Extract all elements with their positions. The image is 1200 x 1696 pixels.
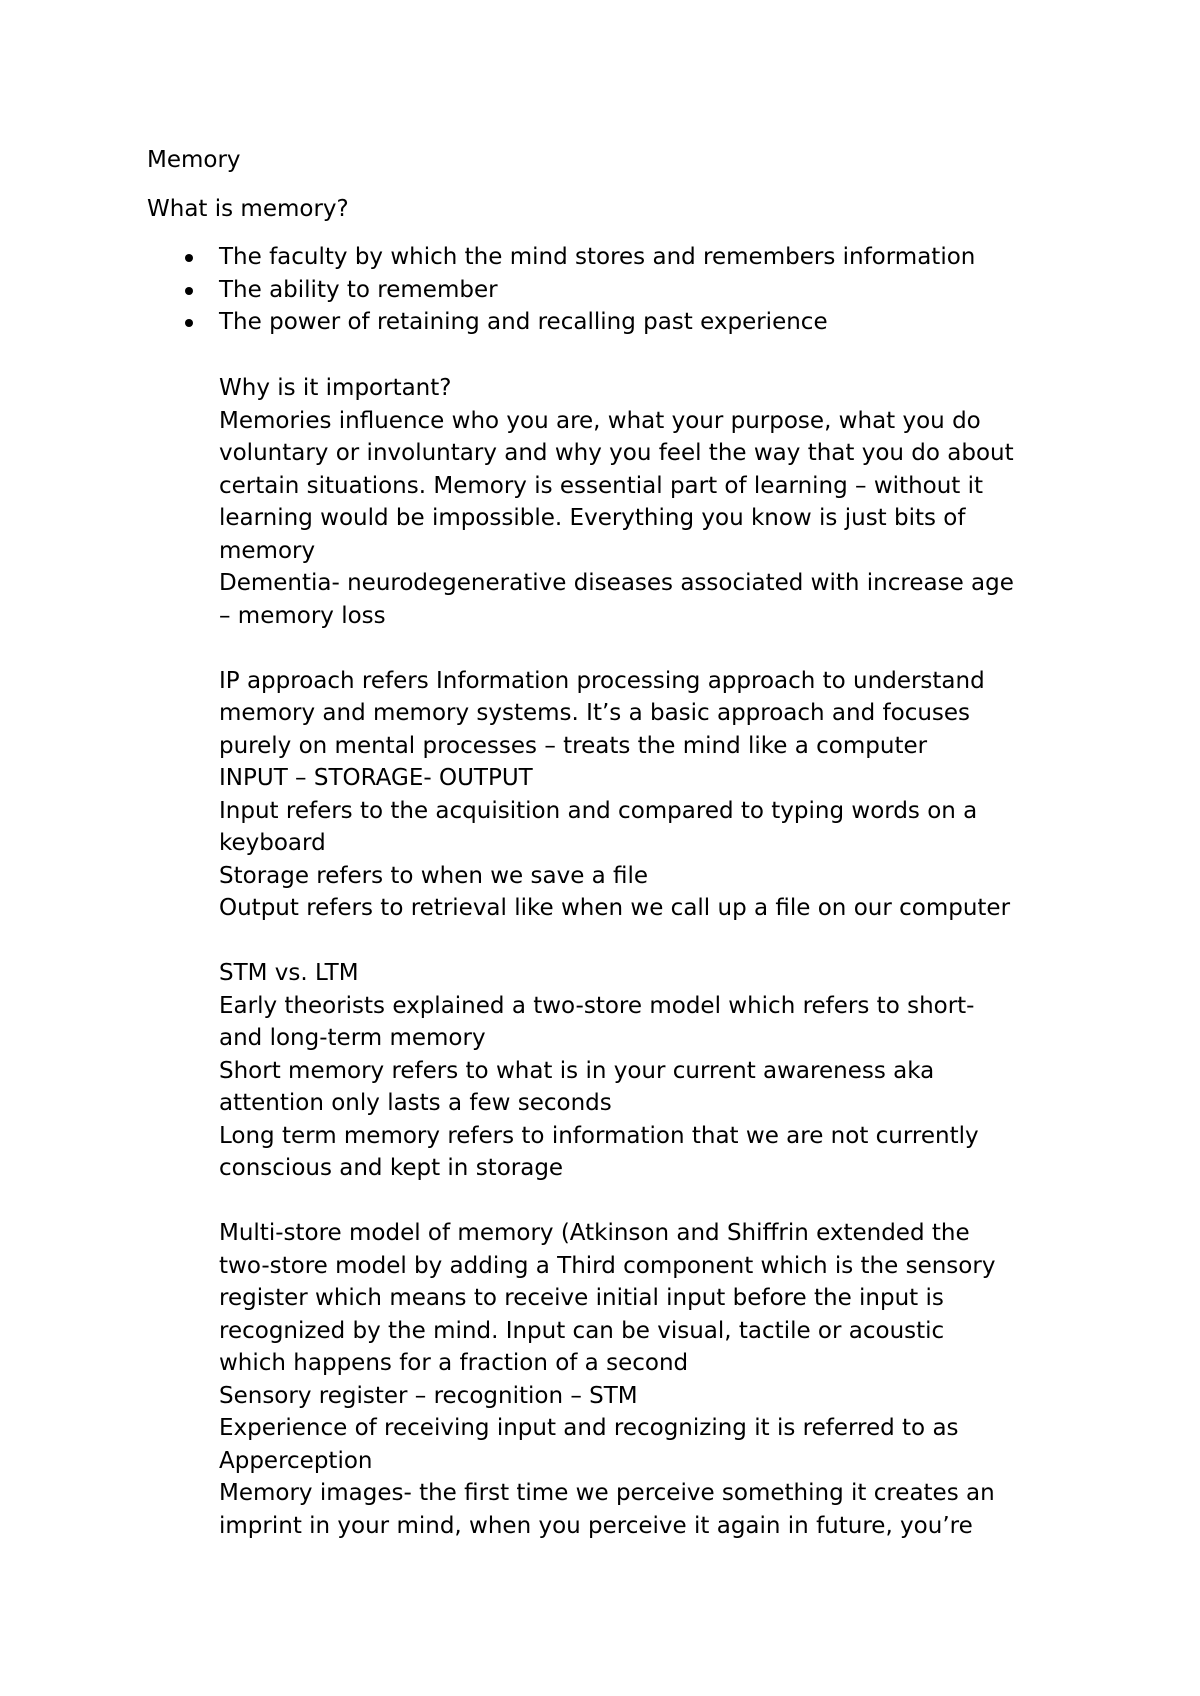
body-text [219, 372, 1099, 1542]
text-line: Early theorists explained a two-store model which refers to short- [219, 992, 975, 1019]
text-line: IP approach refers Information processing approach to understand [219, 667, 985, 694]
text-line: register which means to receive initial input before the input is [219, 1285, 944, 1311]
text-line: memory [219, 537, 316, 564]
document-title: Memory [147, 147, 241, 173]
text-line: learning would be impossible. Everything you know is just bits of [219, 505, 966, 531]
text-line: Output refers to retrieval like when we call up a file on our computer [219, 895, 1011, 921]
text-line: Experience of receiving input and recognizing it is referred to as [219, 1415, 959, 1441]
text-line: memory and memory systems. It’s a basic approach and focuses [219, 700, 971, 726]
text-line [219, 925, 1099, 958]
list-item: The ability to remember [147, 274, 975, 307]
bullet-icon [185, 287, 193, 295]
text-line: Input refers to the acquisition and compared to typing words on a [219, 797, 978, 824]
text-line [219, 1185, 1099, 1218]
text-line: Long term memory refers to information that we are not currently [219, 1122, 979, 1149]
list-item: The power of retaining and recalling past experience [147, 306, 975, 339]
text-line: attention only lasts a few seconds [219, 1090, 612, 1116]
text-line: conscious and kept in storage [219, 1155, 564, 1181]
text-line: – memory loss [219, 602, 386, 629]
definition-list [147, 241, 975, 339]
text-line: purely on mental processes – treats the mind like a computer [219, 732, 928, 759]
text-line: Memories influence who you are, what your purpose, what you do [219, 407, 981, 434]
text-line: certain situations. Memory is essential part of learning – without it [219, 472, 984, 499]
text-line: keyboard [219, 830, 326, 856]
text-line: Storage refers to when we save a file [219, 862, 649, 889]
bullet-icon [185, 254, 193, 262]
bullet-icon [185, 319, 193, 327]
text-line: Sensory register – recognition – STM [219, 1382, 638, 1409]
text-line: Short memory refers to what is in your current awareness aka [219, 1057, 935, 1084]
text-line: Multi-store model of memory (Atkinson and Shiffrin extended the [219, 1220, 970, 1246]
text-line: Memory images- the first time we perceive something it creates an [219, 1480, 995, 1506]
text-line: recognized by the mind. Input can be visual, tactile or acoustic [219, 1317, 945, 1344]
text-line [219, 632, 1099, 665]
text-line: and long-term memory [219, 1025, 486, 1051]
text-line: Apperception [219, 1447, 373, 1474]
text-line: which happens for a fraction of a second [219, 1350, 689, 1376]
text-line: voluntary or involuntary and why you feel the way that you do about [219, 440, 1014, 466]
text-line: Dementia- neurodegenerative diseases associated with increase age [219, 570, 1014, 596]
text-line: INPUT – STORAGE- OUTPUT [219, 765, 533, 791]
text-line: STM vs. LTM [219, 960, 359, 986]
text-line: two-store model by adding a Third component which is the sensory [219, 1252, 996, 1279]
question-heading: What is memory? [147, 196, 349, 222]
text-line: Why is it important? [219, 375, 452, 401]
list-item: The faculty by which the mind stores and remembers information [147, 241, 975, 274]
text-line: imprint in your mind, when you perceive it again in future, you’re [219, 1512, 973, 1539]
